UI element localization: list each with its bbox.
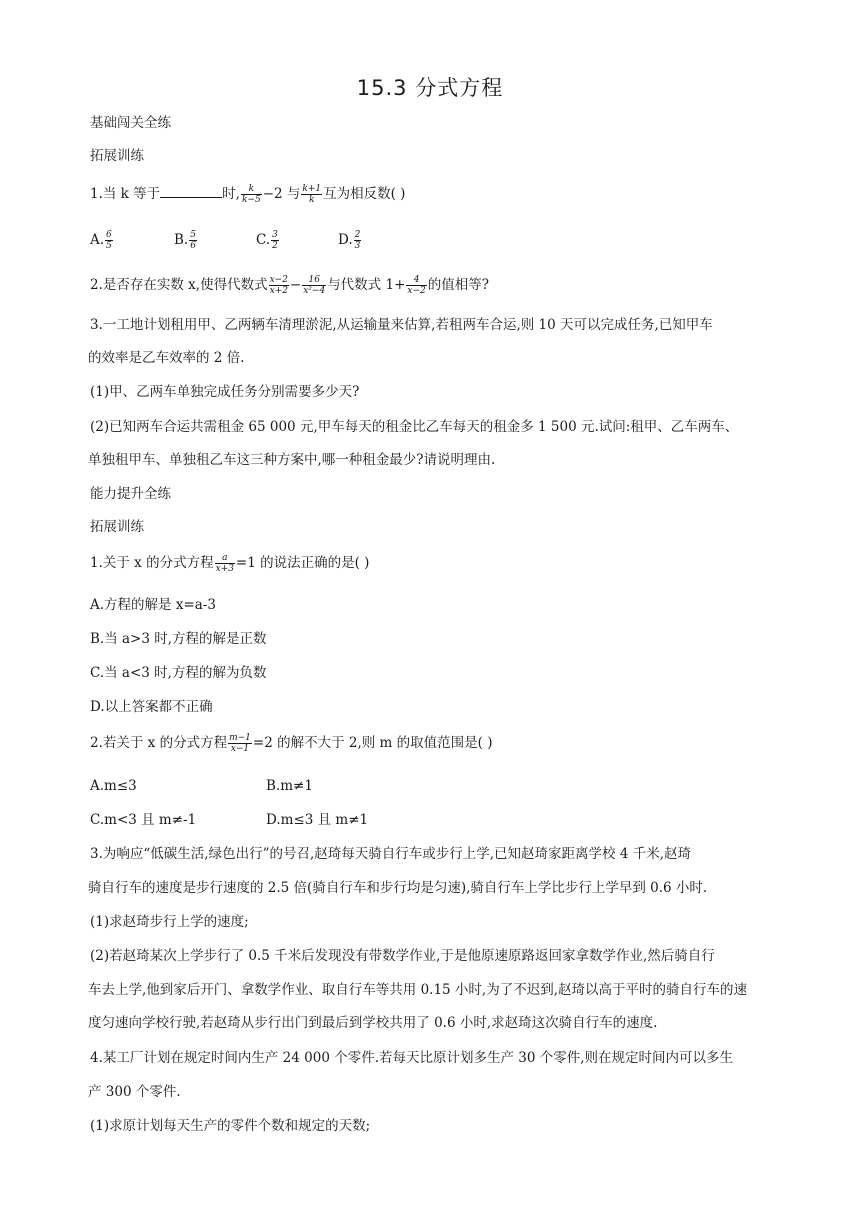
b1-text-pre: 1.关于 x 的分式方程 (90, 555, 214, 571)
b1-option-d: D.以上答案都不正确 (90, 699, 213, 715)
q2-text-minus: − (289, 277, 302, 293)
q1-fraction-2: $\frac{k+1}{k}$ (302, 184, 322, 205)
b1-text-post: =1 的说法正确的是( ) (235, 555, 370, 571)
b2-option-c: C.m<3 且 m≠-1 (90, 812, 197, 828)
advanced-question-4-line-2: 产 300 个零件. (88, 1084, 181, 1100)
b2-option-d: D.m≤3 且 m≠1 (266, 812, 369, 828)
section-subheading-extend-2: 拓展训练 (90, 519, 144, 535)
q2-text-post: 的值相等? (427, 277, 489, 293)
q1-text-pre: 1.当 k 等于 (90, 186, 161, 202)
q1-text-mid: 时, (222, 186, 240, 202)
question-3-line-2: 的效率是乙车效率的 2 倍. (88, 350, 245, 366)
question-3-line-1: 3.一工地计划租用甲、乙两辆车清理淤泥,从运输量来估算,若租两车合运,则 10 天可以完成任务,已知甲车 (90, 317, 713, 333)
advanced-question-3-line-1: 3.为响应“低碳生活,绿色出行”的号召,赵琦每天骑自行车或步行上学,已知赵琦家距离学校 4 千米,赵琦 (90, 846, 692, 862)
advanced-question-4-line-1: 4.某工厂计划在规定时间内生产 24 000 个零件.若每天比原计划多生产 30 个零件,则在规定时间内可以多生 (90, 1050, 734, 1066)
b1-option-a: A.方程的解是 x=a-3 (90, 597, 216, 613)
b2-text-pre: 2.若关于 x 的分式方程 (90, 735, 228, 751)
option-a: A. $\frac{6}{5}$ (90, 230, 112, 251)
question-2 (90, 275, 489, 296)
section-heading-basic: 基础闯关全练 (90, 115, 171, 131)
q2-fraction-2: $\frac{16}{\text{x²−4}}$ (303, 275, 326, 296)
question-1-options (90, 230, 362, 251)
question-3-part-1: (1)甲、乙两车单独完成任务分别需要多少天? (90, 384, 360, 400)
q1-text-post: 互为相反数( ) (323, 186, 406, 202)
b1-option-b: B.当 a>3 时,方程的解是正数 (90, 631, 267, 647)
option-d: D. $\frac{2}{3}$ (338, 230, 361, 251)
advanced-question-4-part-1: (1)求原计划每天生产的零件个数和规定的天数; (90, 1118, 371, 1134)
b2-text-post: =2 的解不大于 2,则 m 的取值范围是( ) (252, 735, 493, 751)
question-3-part-2-line-1: (2)已知两车合运共需租金 65 000 元,甲车每天的租金比乙车每天的租金多 1 500 元.试问:租甲、乙车两车、 (90, 419, 739, 435)
b2-option-b: B.m≠1 (266, 778, 313, 794)
q2-text-mid: 与代数式 1+ (327, 277, 406, 293)
advanced-question-3-part-2-line-3: 度匀速向学校行驶,若赵琦从步行出门到最后到学校共用了 0.6 小时,求赵琦这次骑自行车的速度. (88, 1015, 658, 1031)
q1-text-minus: −2 与 (262, 186, 301, 202)
b2-fraction: $\frac{m-1}{x-1}$ (229, 733, 251, 754)
q2-fraction-1: $\frac{x-2}{x+2}$ (269, 275, 288, 296)
advanced-question-3-part-2-line-1: (2)若赵琦某次上学步行了 0.5 千米后发现没有带数学作业,于是他原速原路返回家拿数学作业,然后骑自行 (90, 948, 715, 964)
advanced-question-2 (90, 733, 492, 754)
advanced-question-3-line-2: 骑自行车的速度是步行速度的 2.5 倍(骑自行车和步行均是匀速),骑自行车上学比步行上学早到 0.6 小时. (88, 880, 708, 896)
q1-fraction-1: $\frac{k}{k-5}$ (241, 184, 261, 205)
option-c: C. $\frac{3}{2}$ (256, 230, 278, 251)
advanced-question-3-part-2-line-2: 车去上学,他到家后开门、拿数学作业、取自行车等共用 0.15 小时,为了不迟到,赵琦以高于平时的骑自行车的速 (88, 982, 748, 998)
question-1 (90, 183, 405, 205)
q2-text-pre: 2.是否存在实数 x,使得代数式 (90, 277, 268, 293)
option-b: B. $\frac{5}{6}$ (174, 230, 196, 251)
answer-blank (160, 183, 222, 198)
b1-fraction: $\frac{a}{x+3}$ (215, 553, 234, 574)
question-3-part-2-line-2: 单独租甲车、单独租乙车这三种方案中,哪一种租金最少?请说明理由. (88, 452, 496, 468)
advanced-question-3-part-1: (1)求赵琦步行上学的速度; (90, 914, 249, 930)
section-subheading-extend: 拓展训练 (90, 148, 144, 164)
b1-option-c: C.当 a<3 时,方程的解为负数 (90, 665, 267, 681)
b2-option-a: A.m≤3 (90, 778, 137, 794)
advanced-question-1 (90, 553, 369, 574)
q2-fraction-3: $\frac{4}{x-2}$ (407, 275, 426, 296)
section-heading-advanced: 能力提升全练 (90, 486, 171, 502)
page-title: 15.3 分式方程 (356, 76, 504, 100)
